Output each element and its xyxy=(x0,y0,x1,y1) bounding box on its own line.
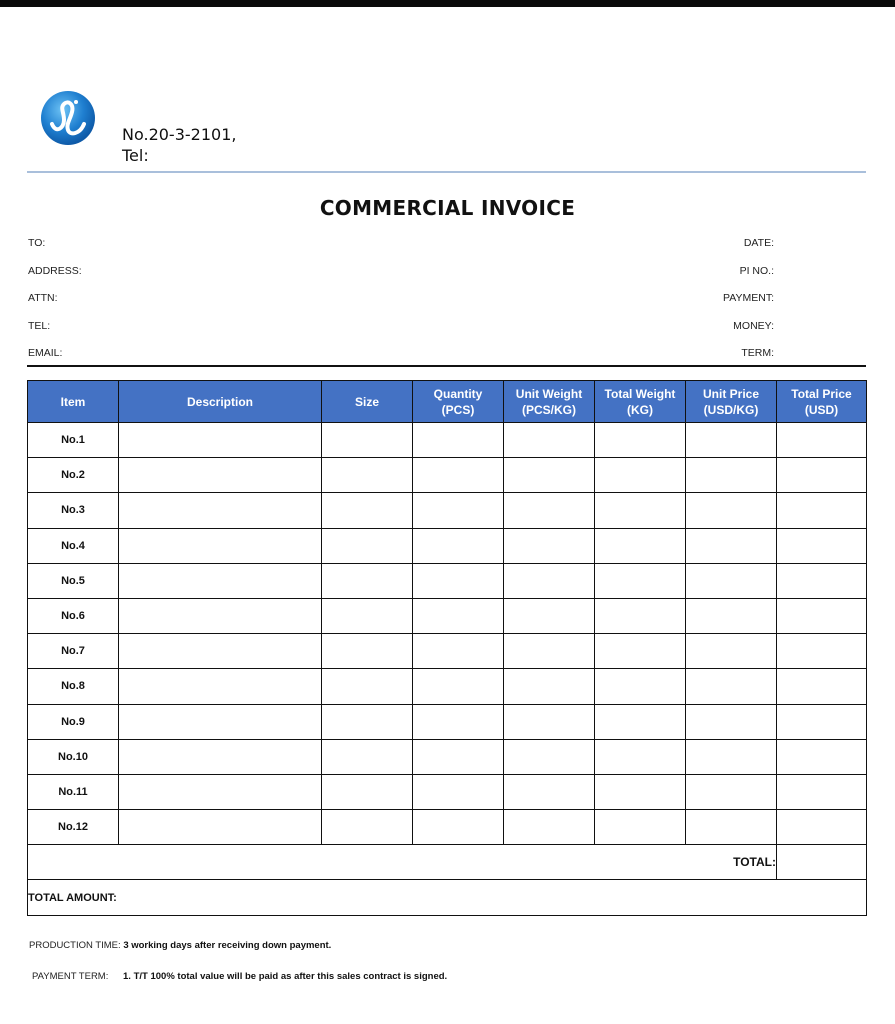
table-cell[interactable] xyxy=(686,423,777,458)
table-cell[interactable] xyxy=(413,669,504,704)
column-header: Total Weight (KG) xyxy=(595,381,686,423)
company-tel-label: Tel: xyxy=(122,146,149,165)
table-cell[interactable] xyxy=(119,493,322,528)
table-cell[interactable] xyxy=(686,810,777,845)
table-cell[interactable] xyxy=(322,810,413,845)
item-number: No.10 xyxy=(28,739,119,774)
item-number: No.1 xyxy=(28,423,119,458)
table-cell[interactable] xyxy=(504,493,595,528)
column-header: Description xyxy=(119,381,322,423)
date-label: DATE: xyxy=(743,237,774,249)
table-cell[interactable] xyxy=(322,563,413,598)
table-cell[interactable] xyxy=(119,634,322,669)
table-cell[interactable] xyxy=(322,739,413,774)
table-cell[interactable] xyxy=(322,423,413,458)
table-row xyxy=(28,423,867,458)
table-cell[interactable] xyxy=(119,739,322,774)
table-cell[interactable] xyxy=(119,458,322,493)
item-number: No.8 xyxy=(28,669,119,704)
table-cell[interactable] xyxy=(322,704,413,739)
table-cell[interactable] xyxy=(777,704,867,739)
table-cell[interactable] xyxy=(413,704,504,739)
table-cell[interactable] xyxy=(413,810,504,845)
table-cell[interactable] xyxy=(686,634,777,669)
item-number: No.11 xyxy=(28,774,119,809)
total-row xyxy=(28,845,867,880)
table-cell[interactable] xyxy=(504,423,595,458)
item-number: No.5 xyxy=(28,563,119,598)
table-cell[interactable] xyxy=(119,423,322,458)
table-cell[interactable] xyxy=(119,810,322,845)
table-cell[interactable] xyxy=(686,669,777,704)
item-number: No.7 xyxy=(28,634,119,669)
table-cell[interactable] xyxy=(504,739,595,774)
table-cell[interactable] xyxy=(413,774,504,809)
table-header-row xyxy=(28,381,867,423)
table-cell[interactable] xyxy=(322,669,413,704)
table-cell[interactable] xyxy=(777,598,867,633)
table-cell[interactable] xyxy=(322,528,413,563)
column-header: Total Price (USD) xyxy=(777,381,867,423)
total-label: TOTAL: xyxy=(28,845,777,880)
company-logo-icon xyxy=(40,90,96,146)
table-cell[interactable] xyxy=(686,774,777,809)
header-divider xyxy=(27,171,866,173)
table-cell[interactable] xyxy=(413,739,504,774)
table-cell[interactable] xyxy=(119,598,322,633)
table-row xyxy=(28,598,867,633)
info-divider xyxy=(27,365,866,367)
table-cell[interactable] xyxy=(413,493,504,528)
table-cell[interactable] xyxy=(777,739,867,774)
table-cell[interactable] xyxy=(777,458,867,493)
column-header: Quantity (PCS) xyxy=(413,381,504,423)
invoice-table xyxy=(27,380,867,916)
table-cell[interactable] xyxy=(595,739,686,774)
table-cell[interactable] xyxy=(777,634,867,669)
table-cell[interactable] xyxy=(777,493,867,528)
table-cell[interactable] xyxy=(777,423,867,458)
to-label: TO: xyxy=(28,237,46,249)
payment-term xyxy=(32,971,447,982)
table-cell[interactable] xyxy=(777,563,867,598)
table-row xyxy=(28,634,867,669)
table-cell[interactable] xyxy=(504,458,595,493)
table-row xyxy=(28,810,867,845)
table-cell[interactable] xyxy=(504,598,595,633)
table-cell[interactable] xyxy=(595,493,686,528)
item-number: No.4 xyxy=(28,528,119,563)
item-number: No.9 xyxy=(28,704,119,739)
total-value-cell[interactable] xyxy=(777,845,867,880)
table-cell[interactable] xyxy=(686,458,777,493)
table-row xyxy=(28,458,867,493)
table-cell[interactable] xyxy=(322,774,413,809)
table-cell[interactable] xyxy=(413,423,504,458)
address-label: ADDRESS: xyxy=(28,265,82,277)
money-label: MONEY: xyxy=(733,320,774,332)
table-cell[interactable] xyxy=(686,493,777,528)
table-cell[interactable] xyxy=(595,774,686,809)
table-cell[interactable] xyxy=(504,528,595,563)
table-cell[interactable] xyxy=(322,634,413,669)
table-cell[interactable] xyxy=(777,669,867,704)
table-cell[interactable] xyxy=(504,669,595,704)
table-cell[interactable] xyxy=(504,774,595,809)
total-amount-label: TOTAL AMOUNT: xyxy=(28,880,867,915)
term-label: TERM: xyxy=(741,347,774,359)
table-row xyxy=(28,563,867,598)
table-row xyxy=(28,739,867,774)
production-time-value: 3 working days after receiving down payment. xyxy=(123,940,332,951)
table-cell[interactable] xyxy=(595,458,686,493)
table-cell[interactable] xyxy=(686,528,777,563)
table-cell[interactable] xyxy=(595,634,686,669)
table-cell[interactable] xyxy=(777,810,867,845)
table-cell[interactable] xyxy=(777,528,867,563)
table-cell[interactable] xyxy=(119,563,322,598)
table-cell[interactable] xyxy=(413,598,504,633)
table-cell[interactable] xyxy=(686,704,777,739)
table-row xyxy=(28,528,867,563)
table-cell[interactable] xyxy=(413,458,504,493)
table-cell[interactable] xyxy=(119,774,322,809)
production-time-label: PRODUCTION TIME: xyxy=(29,940,121,951)
table-cell[interactable] xyxy=(777,774,867,809)
table-cell[interactable] xyxy=(322,598,413,633)
table-cell[interactable] xyxy=(686,563,777,598)
table-cell[interactable] xyxy=(504,563,595,598)
table-cell[interactable] xyxy=(413,563,504,598)
table-cell[interactable] xyxy=(504,704,595,739)
table-cell[interactable] xyxy=(595,704,686,739)
table-cell[interactable] xyxy=(119,528,322,563)
item-number: No.6 xyxy=(28,598,119,633)
table-cell[interactable] xyxy=(595,669,686,704)
item-number: No.3 xyxy=(28,493,119,528)
company-address: No.20-3-2101, xyxy=(122,125,237,144)
table-row xyxy=(28,493,867,528)
table-row xyxy=(28,669,867,704)
table-cell[interactable] xyxy=(413,528,504,563)
top-bar xyxy=(0,0,895,7)
table-cell[interactable] xyxy=(322,493,413,528)
item-number: No.12 xyxy=(28,810,119,845)
table-row xyxy=(28,704,867,739)
email-label: EMAIL: xyxy=(28,347,63,359)
item-number: No.2 xyxy=(28,458,119,493)
pi-no-label: PI NO.: xyxy=(739,265,774,277)
table-cell[interactable] xyxy=(119,669,322,704)
table-cell[interactable] xyxy=(595,563,686,598)
table-cell[interactable] xyxy=(413,634,504,669)
column-header: Size xyxy=(322,381,413,423)
table-cell[interactable] xyxy=(595,423,686,458)
payment-label: PAYMENT: xyxy=(723,292,774,304)
table-cell[interactable] xyxy=(595,598,686,633)
table-cell[interactable] xyxy=(504,810,595,845)
document-title: COMMERCIAL INVOICE xyxy=(319,196,576,220)
table-cell[interactable] xyxy=(322,458,413,493)
table-cell[interactable] xyxy=(595,528,686,563)
payment-term-label: PAYMENT TERM: xyxy=(32,971,109,982)
production-time xyxy=(29,940,331,951)
tel-label: TEL: xyxy=(28,320,51,332)
column-header: Unit Price (USD/KG) xyxy=(686,381,777,423)
table-cell[interactable] xyxy=(504,634,595,669)
table-cell[interactable] xyxy=(595,810,686,845)
table-cell[interactable] xyxy=(119,704,322,739)
table-row xyxy=(28,774,867,809)
table-cell[interactable] xyxy=(686,739,777,774)
attn-label: ATTN: xyxy=(28,292,58,304)
table-cell[interactable] xyxy=(686,598,777,633)
column-header: Item xyxy=(28,381,119,423)
total-amount-row xyxy=(28,880,867,915)
column-header: Unit Weight (PCS/KG) xyxy=(504,381,595,423)
payment-term-value: 1. T/T 100% total value will be paid as after this sales contract is signed. xyxy=(123,971,448,982)
